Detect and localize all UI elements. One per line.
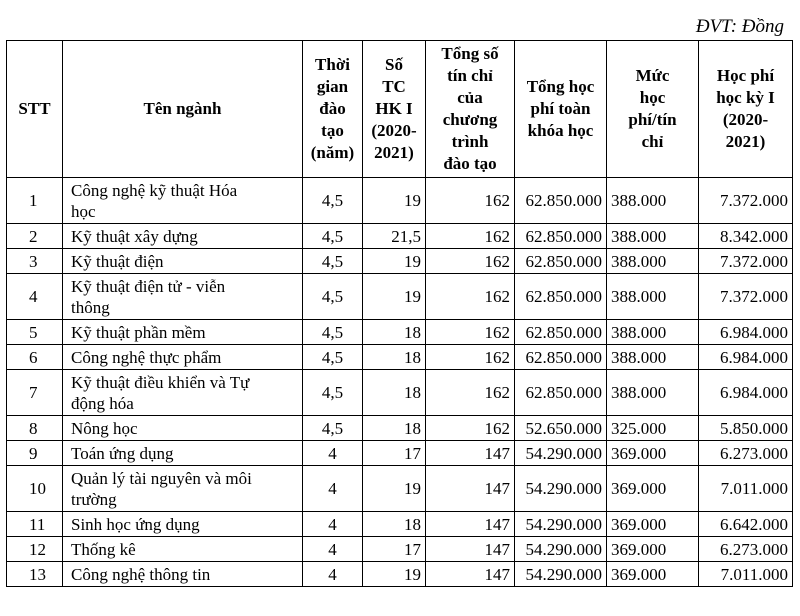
row-name-line: Kỹ thuật phần mềm xyxy=(71,322,206,342)
header-tong-tin-chi xyxy=(426,41,515,178)
row-total-credits: 162 xyxy=(426,178,515,224)
row-credits-semester: 18 xyxy=(363,512,426,537)
row-credits-semester: 19 xyxy=(363,562,426,587)
row-fee-per-credit: 369.000 xyxy=(607,466,699,512)
row-stt: 3 xyxy=(7,249,63,274)
row-years: 4 xyxy=(303,562,363,587)
row-stt: 2 xyxy=(7,224,63,249)
row-years: 4,5 xyxy=(303,370,363,416)
row-semester-fee: 7.011.000 xyxy=(699,562,793,587)
header-line: chỉ xyxy=(641,132,664,151)
header-line: học kỳ I xyxy=(716,88,775,107)
header-line: đào xyxy=(319,99,346,118)
row-years: 4,5 xyxy=(303,178,363,224)
row-total-credits: 162 xyxy=(426,416,515,441)
row-name xyxy=(63,345,303,370)
table-row xyxy=(7,562,793,587)
row-name-line: Toán ứng dụng xyxy=(71,443,174,463)
row-credits-semester: 18 xyxy=(363,345,426,370)
row-total-fee: 52.650.000 xyxy=(515,416,607,441)
row-name-line: Công nghệ thực phẩm xyxy=(71,347,222,367)
unit-label: ĐVT: Đồng xyxy=(695,16,784,37)
row-credits-semester: 17 xyxy=(363,441,426,466)
row-total-credits: 162 xyxy=(426,345,515,370)
row-name xyxy=(63,320,303,345)
row-credits-semester: 18 xyxy=(363,370,426,416)
row-total-fee: 62.850.000 xyxy=(515,370,607,416)
row-credits-semester: 18 xyxy=(363,416,426,441)
table-row xyxy=(7,224,793,249)
row-years: 4 xyxy=(303,512,363,537)
row-fee-per-credit: 369.000 xyxy=(607,441,699,466)
header-thoi-gian xyxy=(303,41,363,178)
row-name xyxy=(63,370,303,416)
row-name xyxy=(63,537,303,562)
row-total-credits: 162 xyxy=(426,370,515,416)
header-line: 2021) xyxy=(374,143,414,162)
row-semester-fee: 6.273.000 xyxy=(699,441,793,466)
header-ten-nganh: Tên ngành xyxy=(63,41,303,178)
row-stt: 13 xyxy=(7,562,63,587)
row-total-credits: 162 xyxy=(426,249,515,274)
row-total-fee: 54.290.000 xyxy=(515,537,607,562)
row-name-line: thông xyxy=(71,297,110,317)
row-stt: 4 xyxy=(7,274,63,320)
row-years: 4,5 xyxy=(303,274,363,320)
row-total-credits: 162 xyxy=(426,320,515,345)
row-name-line: Kỹ thuật xây dựng xyxy=(71,226,198,246)
row-semester-fee: 6.642.000 xyxy=(699,512,793,537)
row-name xyxy=(63,224,303,249)
row-total-fee: 54.290.000 xyxy=(515,441,607,466)
row-years: 4,5 xyxy=(303,249,363,274)
row-total-fee: 54.290.000 xyxy=(515,562,607,587)
row-semester-fee: 6.984.000 xyxy=(699,370,793,416)
row-name xyxy=(63,512,303,537)
row-semester-fee: 6.273.000 xyxy=(699,537,793,562)
row-name-line: Kỹ thuật điện tử - viễn xyxy=(71,276,226,296)
row-fee-per-credit: 388.000 xyxy=(607,249,699,274)
row-years: 4 xyxy=(303,466,363,512)
row-years: 4,5 xyxy=(303,320,363,345)
table-row xyxy=(7,274,793,320)
table-row xyxy=(7,537,793,562)
row-stt: 5 xyxy=(7,320,63,345)
row-name-line: Công nghệ thông tin xyxy=(71,564,211,584)
header-muc-hoc-phi xyxy=(607,41,699,178)
row-name xyxy=(63,274,303,320)
header-so-tc xyxy=(363,41,426,178)
row-credits-semester: 19 xyxy=(363,274,426,320)
row-total-fee: 62.850.000 xyxy=(515,178,607,224)
tuition-table xyxy=(6,40,793,587)
header-line: (2020- xyxy=(722,110,769,129)
row-semester-fee: 6.984.000 xyxy=(699,320,793,345)
row-total-credits: 147 xyxy=(426,562,515,587)
table-row xyxy=(7,178,793,224)
header-line: HK I xyxy=(375,99,413,118)
header-line: (năm) xyxy=(310,143,355,162)
row-total-credits: 147 xyxy=(426,466,515,512)
table-body xyxy=(7,178,793,587)
header-line: 2021) xyxy=(725,132,766,151)
row-name xyxy=(63,249,303,274)
header-line: phí toàn xyxy=(530,99,591,118)
row-stt: 9 xyxy=(7,441,63,466)
row-total-fee: 54.290.000 xyxy=(515,512,607,537)
row-total-fee: 62.850.000 xyxy=(515,249,607,274)
row-total-credits: 162 xyxy=(426,224,515,249)
row-semester-fee: 7.372.000 xyxy=(699,249,793,274)
header-line: gian xyxy=(316,77,349,96)
row-total-fee: 62.850.000 xyxy=(515,274,607,320)
row-credits-semester: 17 xyxy=(363,537,426,562)
table-row xyxy=(7,370,793,416)
header-line: chương xyxy=(442,110,498,129)
row-stt: 11 xyxy=(7,512,63,537)
header-stt: STT xyxy=(7,41,63,178)
row-credits-semester: 19 xyxy=(363,466,426,512)
row-semester-fee: 5.850.000 xyxy=(699,416,793,441)
table-row xyxy=(7,441,793,466)
row-name xyxy=(63,441,303,466)
row-name-line: học xyxy=(71,201,96,221)
header-line: Thời xyxy=(315,55,350,74)
row-stt: 12 xyxy=(7,537,63,562)
row-stt: 10 xyxy=(7,466,63,512)
row-name xyxy=(63,178,303,224)
header-line: trình xyxy=(451,132,489,151)
row-total-fee: 54.290.000 xyxy=(515,466,607,512)
header-line: của xyxy=(457,88,483,107)
row-fee-per-credit: 369.000 xyxy=(607,537,699,562)
header-line: Mức xyxy=(635,66,670,85)
row-credits-semester: 19 xyxy=(363,249,426,274)
row-total-credits: 147 xyxy=(426,537,515,562)
row-years: 4,5 xyxy=(303,345,363,370)
row-name xyxy=(63,416,303,441)
header-line: Số xyxy=(385,55,403,74)
row-total-fee: 62.850.000 xyxy=(515,345,607,370)
header-hoc-phi-hk xyxy=(699,41,793,178)
row-credits-semester: 18 xyxy=(363,320,426,345)
row-name-line: động hóa xyxy=(71,393,134,413)
row-name-line: Kỹ thuật điều khiển và Tự xyxy=(71,372,250,392)
header-line: phí/tín xyxy=(628,110,677,129)
row-total-credits: 162 xyxy=(426,274,515,320)
row-semester-fee: 7.011.000 xyxy=(699,466,793,512)
row-name-line: Kỹ thuật điện xyxy=(71,251,164,271)
row-total-fee: 62.850.000 xyxy=(515,320,607,345)
row-total-credits: 147 xyxy=(426,441,515,466)
row-name-line: Nông học xyxy=(71,418,138,438)
row-credits-semester: 21,5 xyxy=(363,224,426,249)
header-line: học xyxy=(639,88,666,107)
table-row xyxy=(7,466,793,512)
row-fee-per-credit: 369.000 xyxy=(607,512,699,537)
row-credits-semester: 19 xyxy=(363,178,426,224)
row-name xyxy=(63,466,303,512)
table-row xyxy=(7,345,793,370)
header-tong-hoc-phi xyxy=(515,41,607,178)
header-line: tạo xyxy=(321,121,344,140)
row-name-line: trường xyxy=(71,489,117,509)
header-line: TC xyxy=(382,77,406,96)
row-fee-per-credit: 369.000 xyxy=(607,562,699,587)
header-line: Tổng số xyxy=(441,44,499,63)
header-line: Tổng học xyxy=(526,77,595,96)
row-years: 4,5 xyxy=(303,224,363,249)
table-row xyxy=(7,249,793,274)
row-total-credits: 147 xyxy=(426,512,515,537)
row-fee-per-credit: 388.000 xyxy=(607,224,699,249)
row-name-line: Công nghệ kỹ thuật Hóa xyxy=(71,180,238,200)
row-stt: 6 xyxy=(7,345,63,370)
row-fee-per-credit: 388.000 xyxy=(607,370,699,416)
row-stt: 7 xyxy=(7,370,63,416)
row-name-line: Thống kê xyxy=(71,539,136,559)
header-line: Học phí xyxy=(716,66,775,85)
table-row xyxy=(7,416,793,441)
header-line: (2020- xyxy=(371,121,417,140)
row-fee-per-credit: 388.000 xyxy=(607,320,699,345)
table-header-row xyxy=(7,41,793,178)
row-fee-per-credit: 388.000 xyxy=(607,178,699,224)
row-name-line: Quản lý tài nguyên và môi xyxy=(71,468,252,488)
table-row xyxy=(7,512,793,537)
row-name xyxy=(63,562,303,587)
row-semester-fee: 6.984.000 xyxy=(699,345,793,370)
header-line: tín chỉ xyxy=(447,66,493,85)
header-line: đào tạo xyxy=(443,154,497,173)
row-years: 4 xyxy=(303,537,363,562)
row-fee-per-credit: 325.000 xyxy=(607,416,699,441)
row-semester-fee: 7.372.000 xyxy=(699,178,793,224)
row-stt: 1 xyxy=(7,178,63,224)
header-line: khóa học xyxy=(527,121,594,140)
row-years: 4 xyxy=(303,441,363,466)
row-fee-per-credit: 388.000 xyxy=(607,274,699,320)
row-stt: 8 xyxy=(7,416,63,441)
table-row xyxy=(7,320,793,345)
row-semester-fee: 8.342.000 xyxy=(699,224,793,249)
row-total-fee: 62.850.000 xyxy=(515,224,607,249)
row-semester-fee: 7.372.000 xyxy=(699,274,793,320)
row-name-line: Sinh học ứng dụng xyxy=(71,514,200,534)
row-years: 4,5 xyxy=(303,416,363,441)
row-fee-per-credit: 388.000 xyxy=(607,345,699,370)
